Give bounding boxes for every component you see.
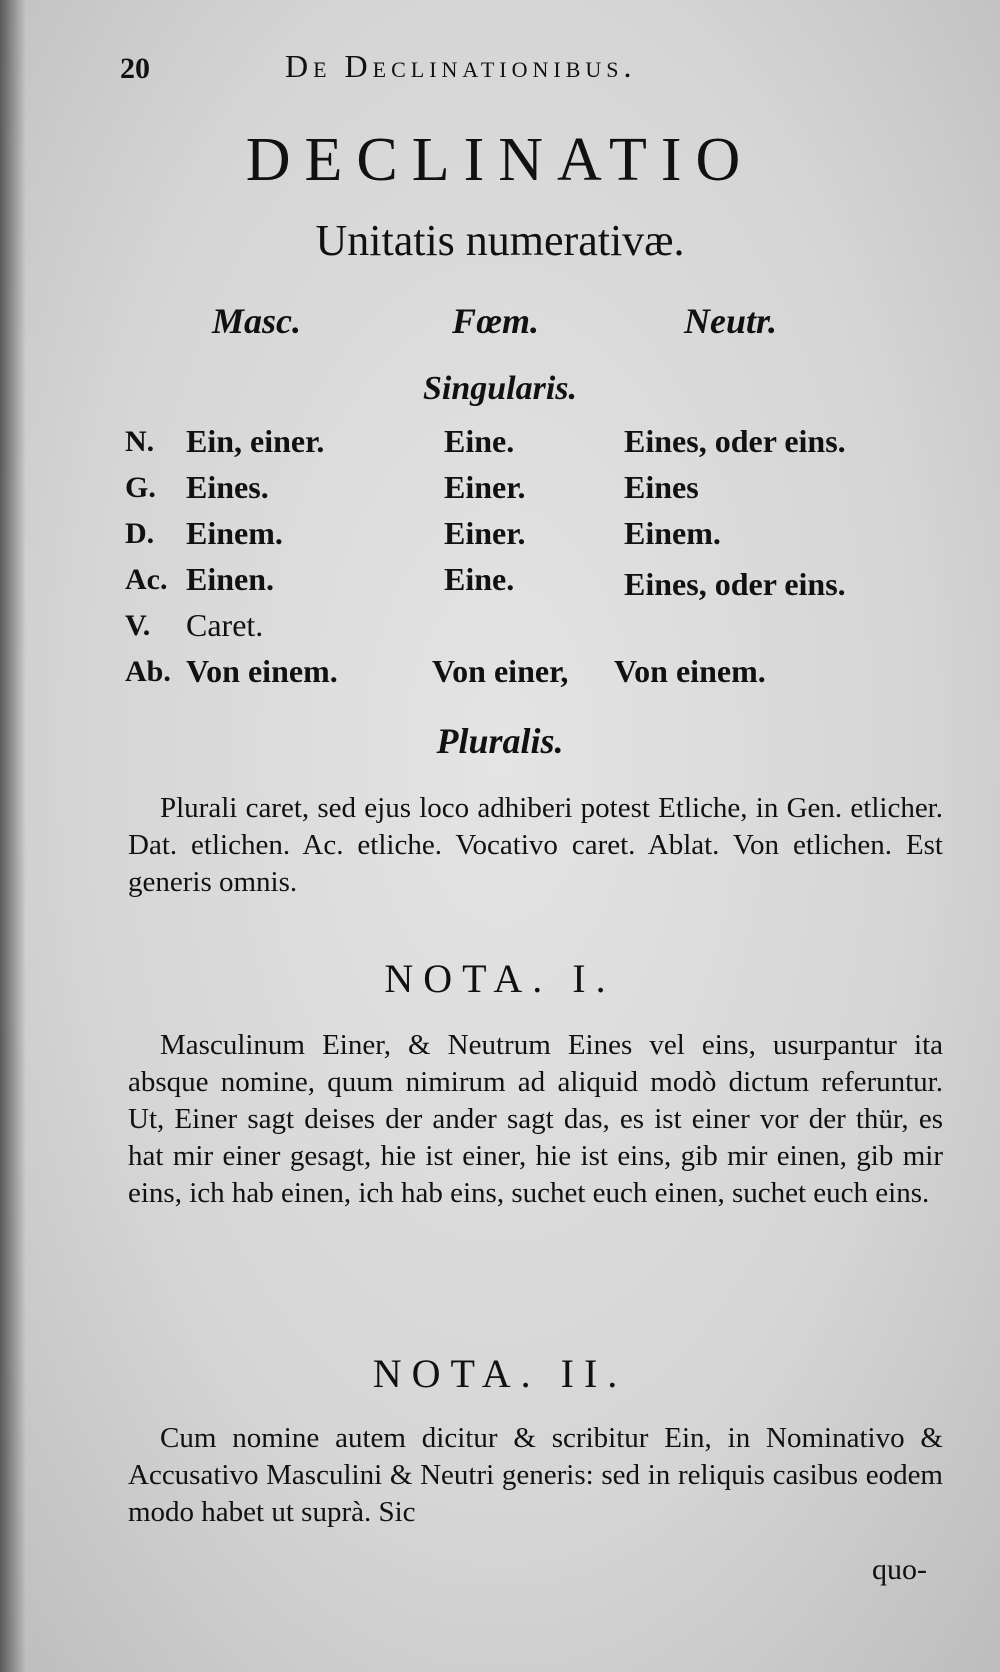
nota-1-heading: NOTA. I. (384, 956, 616, 1001)
case-label: D. (125, 517, 155, 550)
nota-2-paragraph: Cum nomine autem dicitur & scribitur Ein, in Nominativo & Accusativo Masculini & Neutri generis: sed in reliquis casibus eodem modo habet ut suprà. Sic (128, 1422, 943, 1528)
plural-label: Pluralis. (436, 721, 564, 761)
neuter-form: Eines, oder eins. (624, 566, 846, 602)
case-label: V. (125, 609, 151, 642)
case-label: N. (125, 425, 155, 458)
neuter-form: Eines, oder eins. (624, 423, 846, 459)
neuter-form: Eines (624, 469, 699, 505)
singular-label: Singularis. (422, 370, 578, 407)
masculine-form: Von einem. (186, 653, 338, 689)
column-head-neuter: Neutr. (684, 301, 778, 341)
page-subtitle: Unitatis numerativæ. (315, 216, 685, 265)
masculine-form: Ein, einer. (186, 423, 325, 459)
page-title: DECLINATIO (245, 126, 755, 194)
feminine-form: Eine. (444, 423, 515, 459)
masculine-form: Einen. (186, 561, 275, 597)
column-head-feminine: Fœm. (452, 301, 540, 341)
nota-1-paragraph: Masculinum Einer, & Neutrum Eines vel eins, usurpantur ita absque nomine, quum nimirum ad aliquid modò dictum referuntur. Ut, Einer sagt deises der ander sagt das, es ist einer vor der thür, es hat mir einer gesagt, hie ist einer, hie ist eins, gib mir einen, gib mir eins, ich hab einen, ich hab eins, suchet euch einen, suchet euch eins. (128, 1029, 943, 1209)
feminine-form: Einer. (444, 469, 526, 505)
masculine-form: Eines. (186, 469, 269, 505)
running-title: De Declinationibus. (285, 48, 637, 84)
neuter-form: Einem. (624, 515, 721, 551)
column-head-masculine: Masc. (212, 301, 301, 341)
masculine-form: Caret. (186, 607, 264, 643)
feminine-form: Eine. (444, 561, 515, 597)
plural-paragraph: Plurali caret, sed ejus loco adhiberi potest Etliche, in Gen. etlicher. Dat. etlichen. Ac. etliche. Vocativo caret. Ablat. Von etlichen. Est generis omnis. (128, 792, 943, 898)
masculine-form: Einem. (186, 515, 283, 551)
case-label: G. (125, 471, 156, 504)
nota-2-heading: NOTA. II. (372, 1351, 628, 1396)
feminine-form: Einer. (444, 515, 526, 551)
page-number: 20 (120, 52, 150, 85)
catchword: quo- (872, 1553, 927, 1586)
neuter-form: Von einem. (614, 653, 766, 689)
case-label: Ac. (125, 563, 168, 596)
case-label: Ab. (125, 655, 171, 688)
feminine-form: Von einer, (432, 653, 569, 689)
